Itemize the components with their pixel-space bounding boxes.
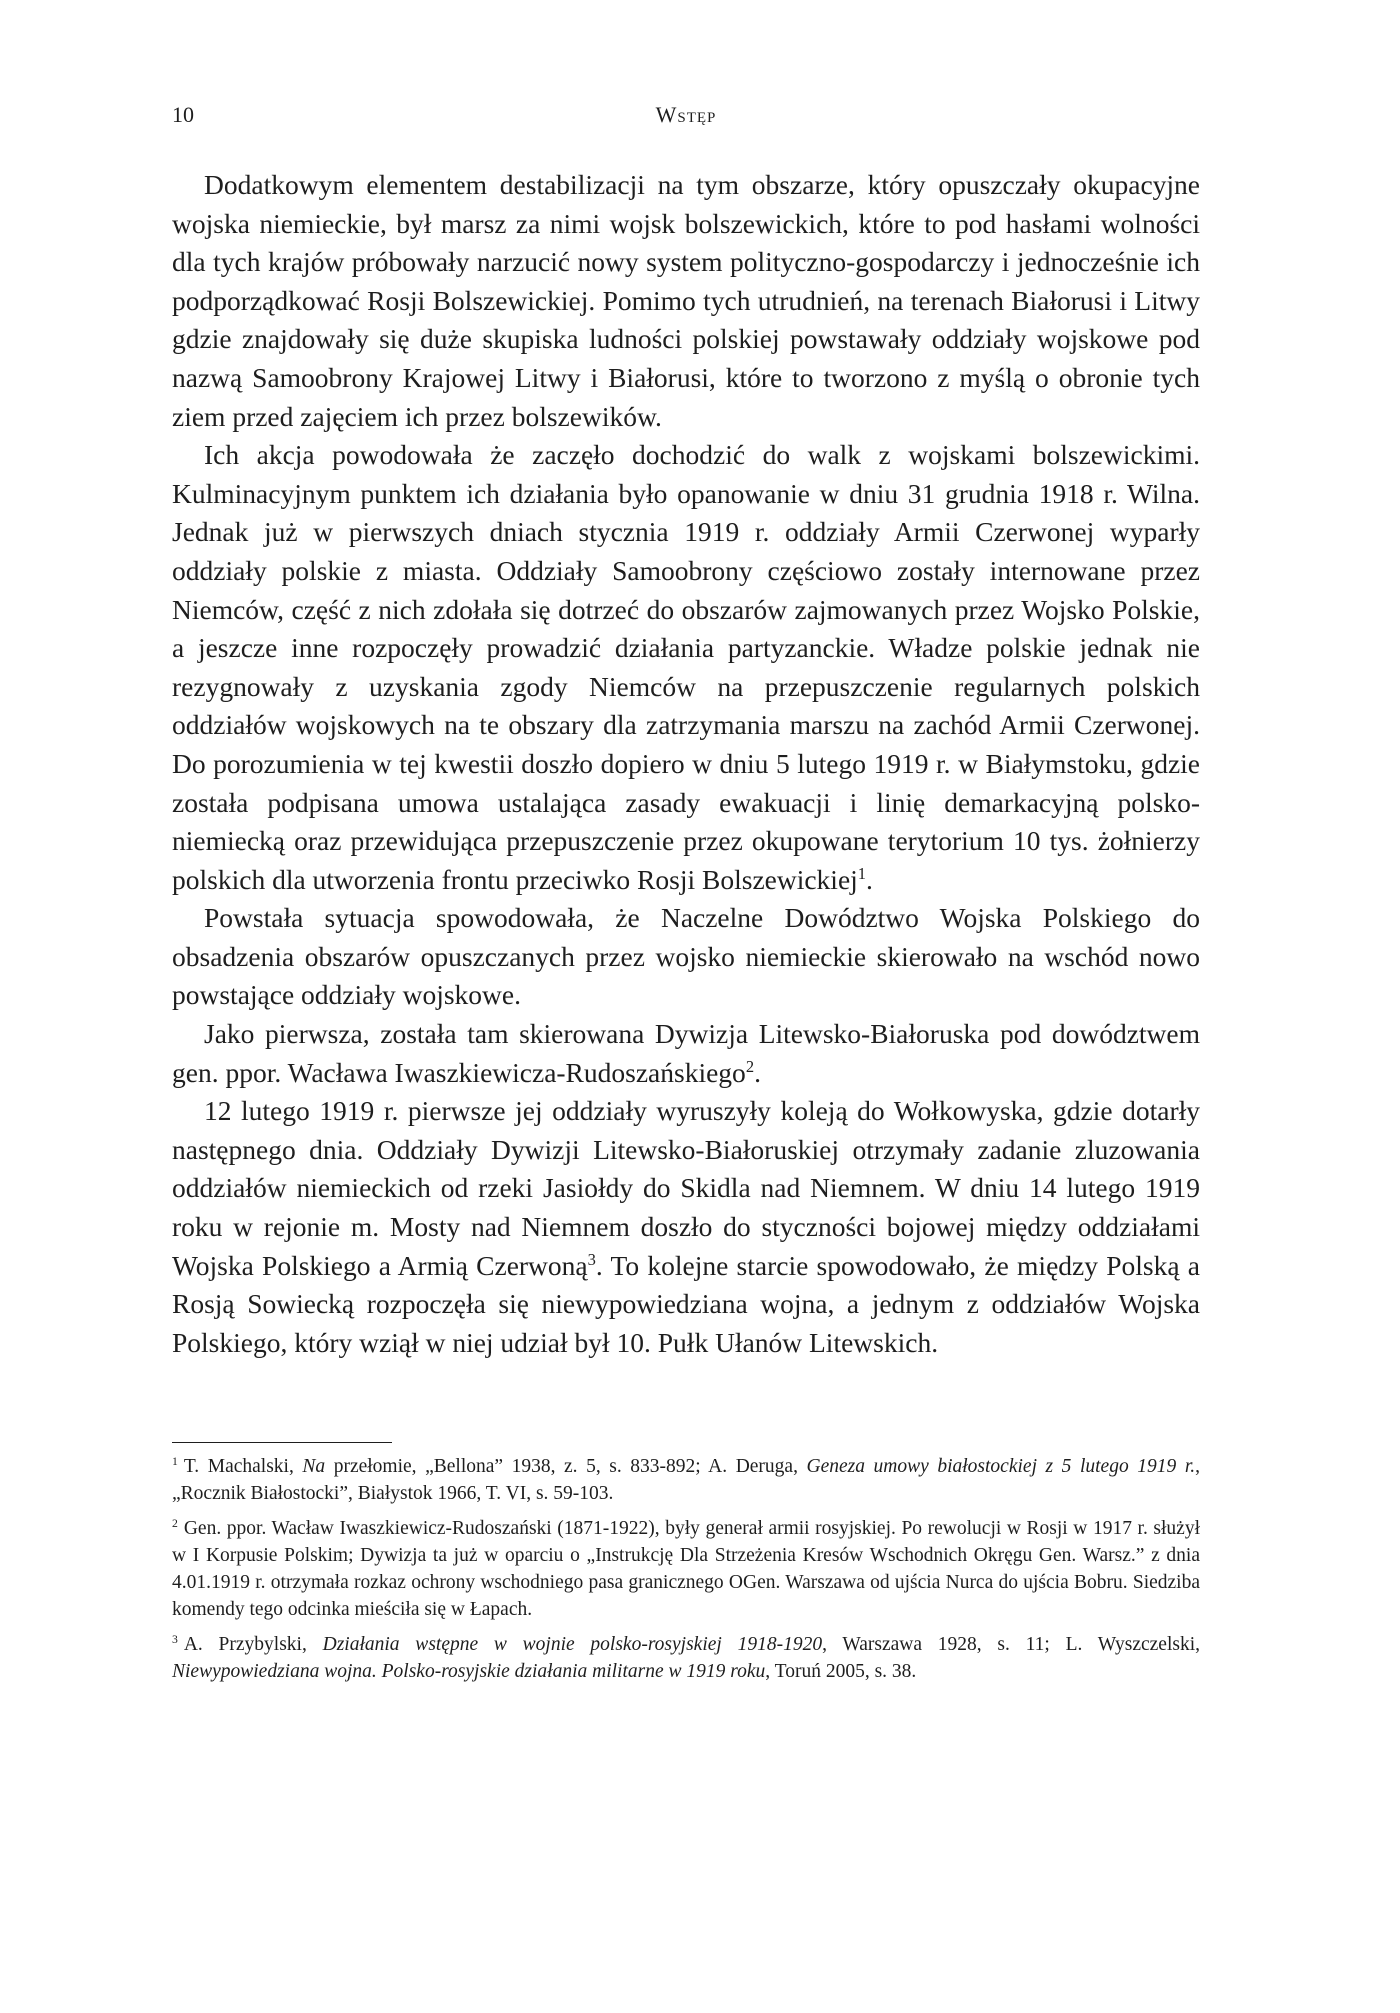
footnote-3-mark: 3 [172, 1632, 178, 1646]
footnote-1-c: przełomie, „Bellona” 1938, z. 5, s. 833-892; A. Deruga, [325, 1456, 807, 1478]
paragraph-3 [172, 899, 1200, 1015]
footnote-2-mark: 2 [172, 1516, 178, 1530]
running-head: Wstęp [655, 102, 717, 127]
footnote-3-e: , Toruń 2005, s. 38. [765, 1661, 917, 1683]
footnote-1-a: T. Machalski, [183, 1456, 303, 1478]
footnote-ref-2[interactable]: 2 [745, 1056, 755, 1076]
footnote-3 [172, 1631, 1200, 1685]
paragraph-5-text: 12 lutego 1919 r. pierwsze jej oddziały wyruszyły koleją do Wołkowyska, gdzie dotarły następnego dnia. Oddziały Dywizji Litewsko-Białoruskiej otrzymały zadanie zluzowania oddziałów niemieckich od rzeki Jasiołdy do Skidla nad Niemnem. W dniu 14 lutego 1919 roku w rejonie m. Mosty nad Niemnem doszło do styczności bojowej między oddziałami Wojska Polskiego a Armią Czerwoną [172, 1095, 1200, 1281]
paragraph-4-text: Jako pierwsza, została tam skierowana Dywizja Litewsko-Białoruska pod dowództwem gen. ppor. Wacława Iwaszkiewicza-Rudoszańskiego [172, 1018, 1200, 1088]
footnote-3-d: Niewypowiedziana wojna. Polsko-rosyjskie działania militarne w 1919 roku [172, 1661, 766, 1683]
footnote-3-c: , Warszawa 1928, s. 11; L. Wyszczelski, [822, 1634, 1201, 1656]
paragraph-5 [172, 1092, 1200, 1362]
footnote-3-a: A. Przybylski, [183, 1634, 323, 1656]
footnote-3-b: Działania wstępne w wojnie polsko-rosyjskiej 1918-1920 [322, 1634, 823, 1656]
footnote-ref-1[interactable]: 1 [857, 863, 867, 883]
footnote-1-mark: 1 [172, 1454, 178, 1468]
body-text [172, 166, 1200, 1362]
footnotes [172, 1453, 1200, 1685]
footnote-1-e: , „Rocznik Białostocki”, Białystok 1966, T. VI, s. 59-103. [172, 1456, 1200, 1505]
footnote-2-text: Gen. ppor. Wacław Iwaszkiewicz-Rudoszański (1871-1922), były generał armii rosyjskiej. Po rewolucji w Rosji w 1917 r. służył w I Korpusie Polskim; Dywizja ta już w oparciu o „Instrukcję Dla Strzeżenia Kresów Wschodnich Okręgu Gen. Warsz.” z dnia 4.01.1919 r. otrzymała rozkaz ochrony wschodniego pasa granicznego OGen. Warszawa od ujścia Nurca do ujścia Bobru. Siedziba komendy tego odcinka mieściła się w Łapach. [172, 1518, 1200, 1621]
footnote-divider [172, 1442, 392, 1443]
paragraph-2-text: Ich akcja powodowała że zaczęło dochodzić do walk z wojskami bolszewickimi. Kulminacyjnym punktem ich działania było opanowanie w dniu 31 grudnia 1918 r. Wilna. Jednak już w pierwszych dniach stycznia 1919 r. oddziały Armii Czerwonej wyparły oddziały polskie z miasta. Oddziały Samoobrony częściowo zostały internowane przez Niemców, część z nich zdołała się dotrzeć do obszarów zajmowanych przez Wojsko Polskie, a jeszcze inne rozpoczęły prowadzić działania partyzanckie. Władze polskie jednak nie rezygnowały z uzyskania zgody Niemców na przepuszczenie regularnych polskich oddziałów wojskowych na te obszary dla zatrzymania marszu na zachód Armii Czerwonej. Do porozumienia w tej kwestii doszło dopiero w dniu 5 lutego 1919 r. w Białymstoku, gdzie została podpisana umowa ustalająca zasady ewakuacji i linię demarkacyjną polsko-niemiecką oraz przewidująca przepuszczenie przez okupowane terytorium 10 tys. żołnierzy polskich dla utworzenia frontu przeciwko Rosji Bolszewickiej [172, 439, 1200, 895]
page-number: 10 [172, 102, 194, 127]
paragraph-3-text: Powstała sytuacja spowodowała, że Naczelne Dowództwo Wojska Polskiego do obsadzenia obszarów opuszczanych przez wojsko niemieckie skierowało na wschód nowo powstające oddziały wojskowe. [172, 902, 1200, 1011]
paragraph-2: Ich akcja powodowała że zaczęło dochodzić do walk z wojskami bolszewickimi. Kulminacyjnym punktem ich działania było opanowanie w dniu 31 grudnia 1918 r. Wilna. Jednak już w pierwszych dniach stycznia 1919 r. oddziały Armii Czerwonej wyparły oddziały polskie z miasta. Oddziały Samoobrony częściowo zostały internowane przez Niemców, część z nich zdołała się dotrzeć do obszarów zajmowanych przez Wojsko Polskie, a jeszcze inne rozpoczęły prowadzić działania partyzanckie. Władze polskie jednak nie rezygnowały z uzyskania zgody Niemców na przepuszczenie regularnych polskich oddziałów wojskowych na te obszary dla zatrzymania marszu na zachód Armii Czerwonej. Do porozumienia w tej kwestii doszło dopiero w dniu 5 lutego 1919 r. w Białymstoku, gdzie została podpisana umowa ustalająca zasady ewakuacji i linię demarkacyjną polsko-niemiecką oraz przewidująca przepuszczenie przez okupowane terytorium 10 tys. żołnierzy polskich dla utworzenia frontu przeciwko Rosji Bolszewickiej$^1$. [172, 439, 1200, 895]
footnote-2 [172, 1515, 1200, 1623]
page-header [172, 98, 1200, 138]
footnote-1-b: Na [302, 1456, 326, 1478]
footnote-1 [172, 1453, 1200, 1507]
paragraph-1 [172, 166, 1200, 436]
paragraph-4: Jako pierwsza, została tam skierowana Dywizja Litewsko-Białoruska pod dowództwem gen. ppor. Wacława Iwaszkiewicza-Rudoszańskiego$^2$. [172, 1018, 1200, 1088]
footnote-1-d: Geneza umowy białostockiej z 5 lutego 1919 r. [806, 1456, 1196, 1478]
footnote-ref-3[interactable]: 3 [587, 1249, 596, 1269]
paragraph-5-rest: . To kolejne starcie spowodowało, że między Polską a Rosją Sowiecką rozpoczęła się niewypowiedziana wojna, a jednym z oddziałów Wojska Polskiego, który wziął w niej udział był 10. Pułk Ułanów Litewskich. [172, 1249, 1200, 1358]
paragraph-1-text: Dodatkowym elementem destabilizacji na tym obszarze, który opuszczały okupacyjne wojska niemieckie, był marsz za nimi wojsk bolszewickich, które to pod hasłami wolności dla tych krajów próbowały narzucić nowy system polityczno-gospodarczy i jednocześnie ich podporządkować Rosji Bolszewickiej. Pomimo tych utrudnień, na terenach Białorusi i Litwy gdzie znajdowały się duże skupiska ludności polskiej powstawały oddziały wojskowe pod nazwą Samoobrony Krajowej Litwy i Białorusi, które to tworzono z myślą o obronie tych ziem przed zajęciem ich przez bolszewików. [172, 169, 1200, 432]
